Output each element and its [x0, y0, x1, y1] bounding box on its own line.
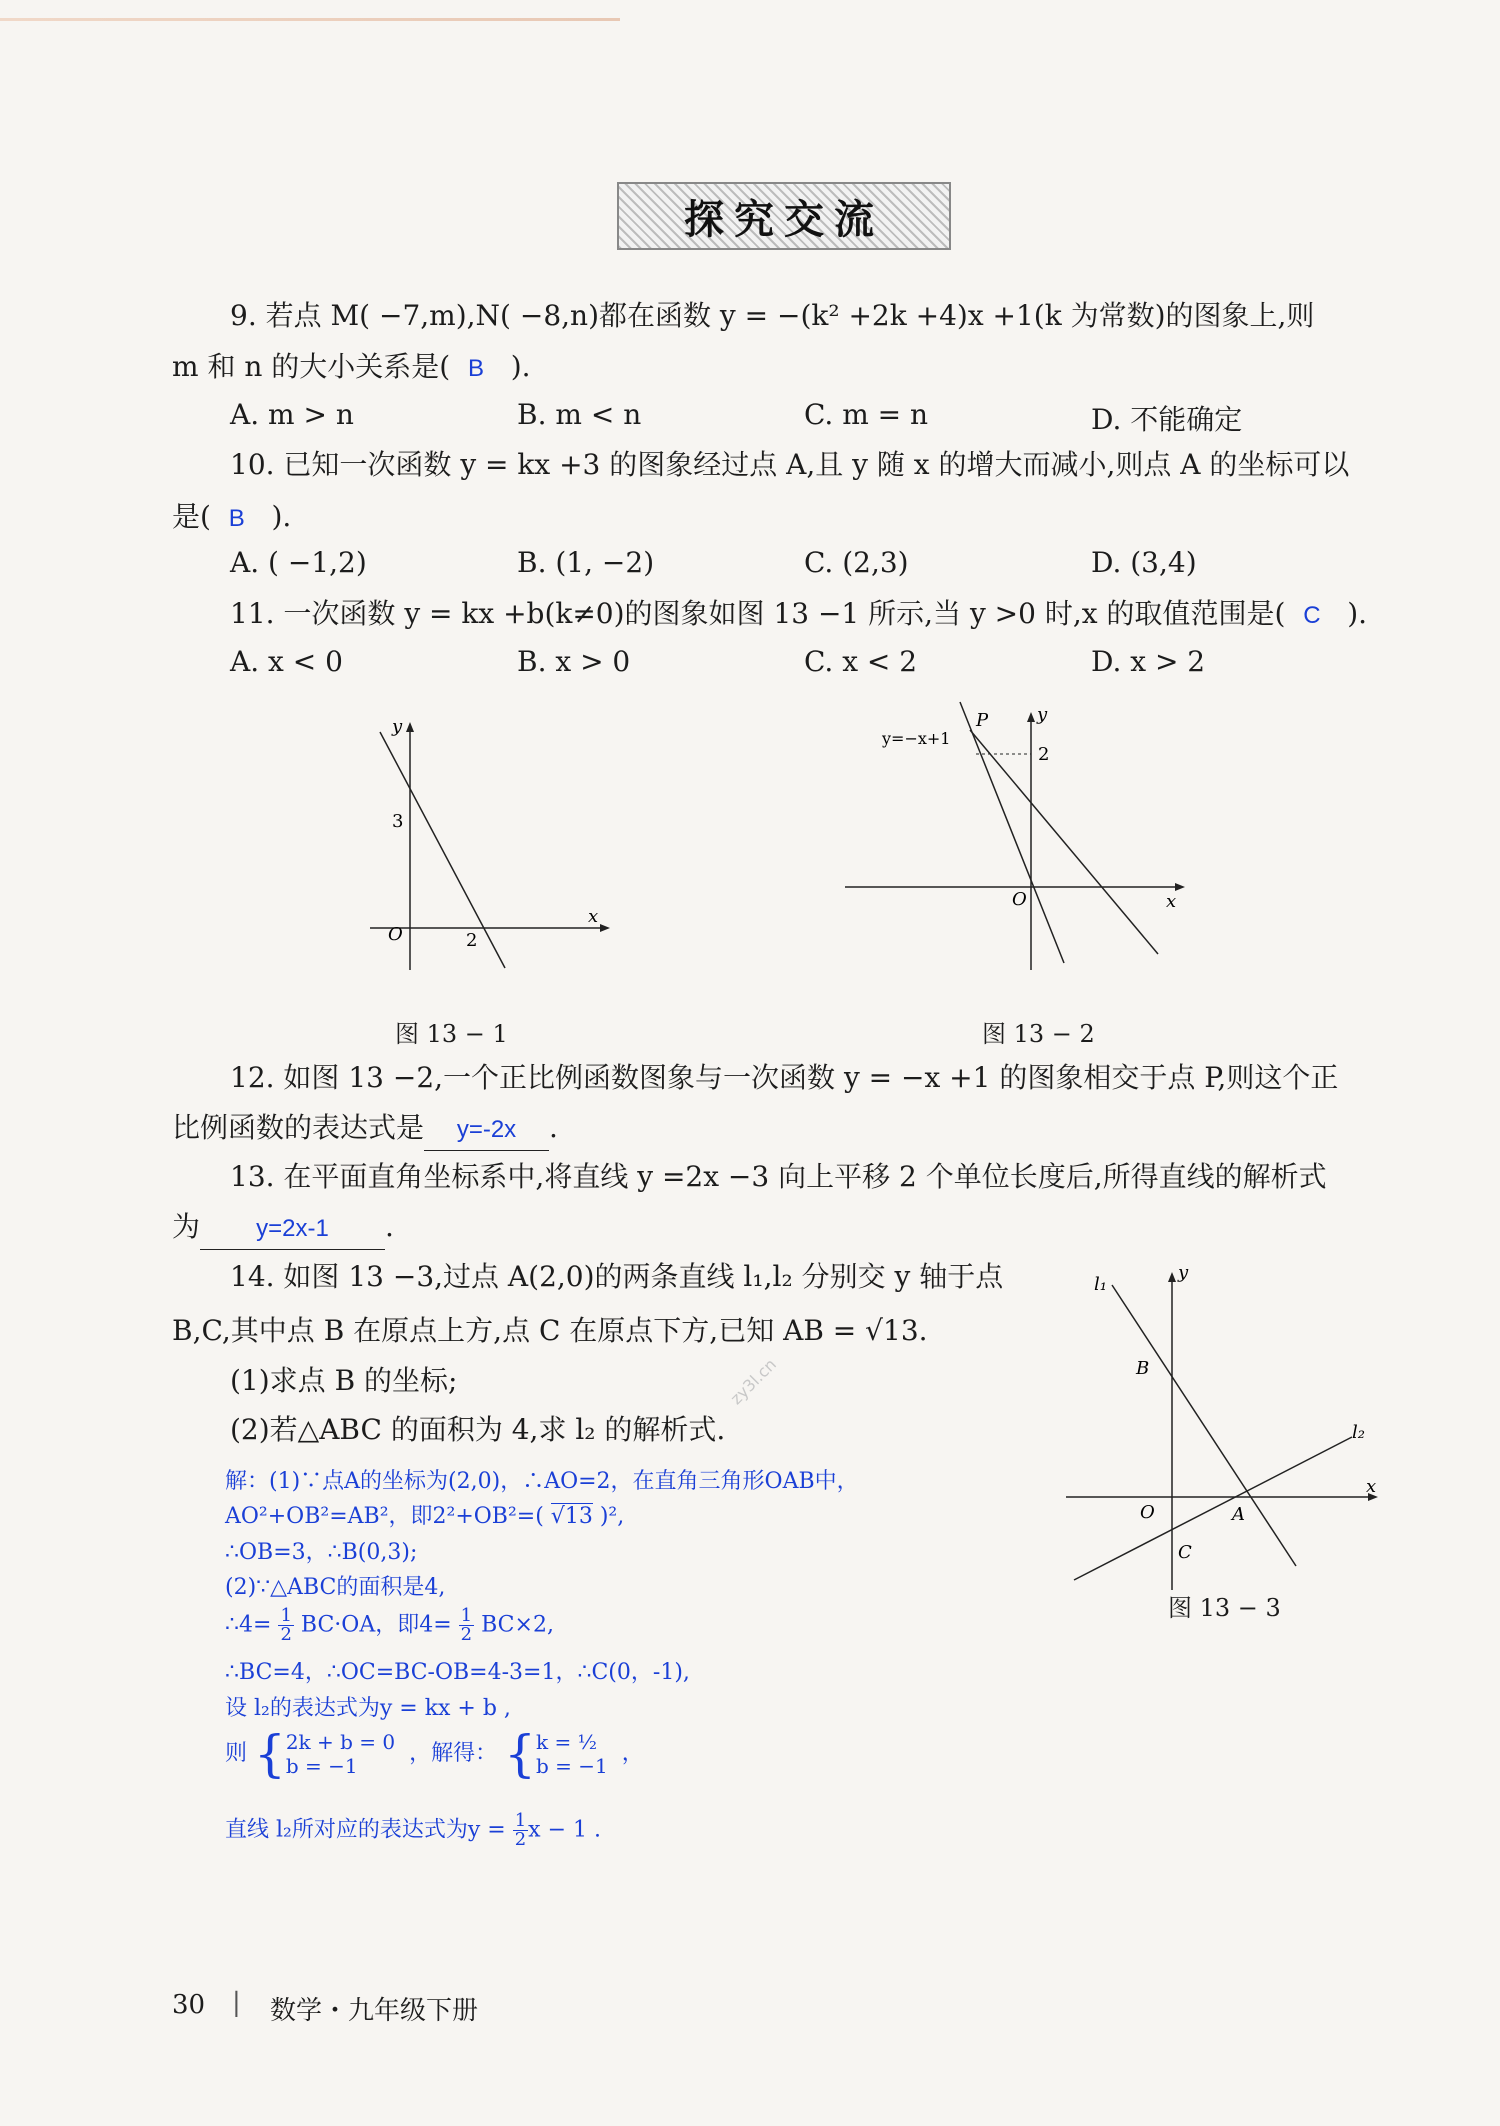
- q11-option-b: B. x > 0: [517, 645, 631, 678]
- q11-option-c: C. x < 2: [804, 645, 918, 678]
- top-decoration-line: [0, 18, 620, 21]
- q10-option-b: B. (1, −2): [517, 546, 655, 579]
- q13-answer: y=2x-1: [200, 1209, 385, 1250]
- q14-part1: (1)求点 B 的坐标;: [230, 1364, 458, 1397]
- sqrt-13: √13: [550, 1504, 593, 1529]
- figure-13-1: [360, 710, 620, 980]
- equation-system: 2k + b = 0 b = −1: [285, 1730, 396, 1778]
- fig3-point-c: C: [1178, 1542, 1192, 1563]
- fig3-point-b: B: [1136, 1358, 1150, 1379]
- fig3-origin: O: [1140, 1502, 1155, 1523]
- q14-part2: (2)若△ABC 的面积为 4,求 l₂ 的解析式.: [230, 1413, 726, 1446]
- fraction-half: $\frac{1}{2}$: [280, 1605, 292, 1645]
- fig3-point-a: A: [1232, 1504, 1245, 1525]
- fig1-x-arrow: [600, 924, 610, 932]
- fig3-label-l1: l₁: [1094, 1274, 1107, 1295]
- q11-line1: 11. 一次函数 y = kx +b(k≠0)的图象如图 13 −1 所示,当 y >0 时,x 的取值范围是( C ).: [230, 597, 1368, 630]
- watermark: zy3l.cn: [726, 1354, 780, 1409]
- q9-line2: m 和 n 的大小关系是( B ).: [172, 350, 531, 383]
- q12-line2: 比例函数的表达式是 y=-2x .: [172, 1108, 558, 1151]
- q9-option-c: C. m = n: [804, 398, 929, 431]
- solution-line-2: AO²+OB²=AB²，即2²+OB²=( √13 )²,: [225, 1504, 625, 1529]
- fig2-tick-2: 2: [1038, 744, 1050, 765]
- figure-13-3: [1060, 1250, 1390, 1605]
- solution-line-6: ∴BC=4，∴OC=BC-OB=4-3=1，∴C(0，-1),: [225, 1660, 690, 1685]
- book-title: 数学・九年级下册: [270, 1996, 479, 2026]
- fig2-proportional-line: [960, 702, 1064, 963]
- q11-option-d: D. x > 2: [1091, 645, 1206, 678]
- footer-separator: |: [232, 1988, 241, 2018]
- page-number: 30: [172, 1990, 206, 2020]
- fig2-y-arrow: [1027, 712, 1035, 722]
- q9-option-d: D. 不能确定: [1091, 403, 1243, 436]
- q14-line1: 14. 如图 13 −3,过点 A(2,0)的两条直线 l₁,l₂ 分别交 y 轴于点: [230, 1260, 1004, 1293]
- figure-13-3-caption: 图 13 − 3: [1168, 1594, 1281, 1622]
- fig3-line-l1: [1112, 1285, 1296, 1566]
- q14-line2: B,C,其中点 B 在原点上方,点 C 在原点下方,已知 AB = √13.: [172, 1314, 928, 1347]
- q11-option-a: A. x < 0: [230, 645, 343, 678]
- fig3-y-arrow: [1168, 1272, 1176, 1282]
- solution-line-4: (2)∵△ABC的面积是4,: [225, 1575, 446, 1600]
- fig1-origin: O: [388, 924, 403, 945]
- fraction-half: $\frac{1}{2}$: [460, 1605, 473, 1645]
- figure-13-2: [840, 690, 1200, 980]
- solution-line-9: 直线 l₂所对应的表达式为y = $\frac{1}{2}$ x − 1 .: [225, 1810, 601, 1850]
- fraction-half: $\frac{1}{2}$: [514, 1810, 527, 1850]
- q10-option-a: A. ( −1,2): [230, 546, 367, 579]
- solution-line-7: 设 l₂的表达式为y = kx + b ,: [225, 1696, 511, 1721]
- q13-line2: 为 y=2x-1 .: [172, 1207, 394, 1250]
- q10-answer: B: [228, 505, 245, 532]
- solution-line-5: ∴4= $\frac{1}{2}$ BC·OA，即4= $\frac{1}{2}$ BC×2,: [225, 1605, 554, 1645]
- q10-option-d: D. (3,4): [1091, 546, 1197, 579]
- fig2-linear-line: [970, 730, 1158, 954]
- section-banner: [617, 182, 951, 250]
- fig1-y-arrow: [406, 722, 414, 732]
- fig1-x-label: x: [588, 906, 599, 927]
- q12-line1: 12. 如图 13 −2,一个正比例函数图象与一次函数 y = −x +1 的图象相交于点 P,则这个正: [230, 1061, 1339, 1094]
- fig1-y-label: y: [392, 716, 403, 737]
- q10-line1: 10. 已知一次函数 y = kx +3 的图象经过点 A,且 y 随 x 的增大而减小,则点 A 的坐标可以: [230, 448, 1350, 481]
- q9-option-b: B. m < n: [517, 398, 642, 431]
- q10-option-c: C. (2,3): [804, 546, 909, 579]
- solution-line-1: 解：(1)∵点A的坐标为(2,0)，∴AO=2，在直角三角形OAB中，: [225, 1469, 859, 1494]
- equation-solution: k = ½ b = −1: [535, 1730, 608, 1778]
- fig2-point-p: P: [976, 710, 989, 731]
- q10-line2: 是( B ).: [172, 500, 292, 533]
- fig2-origin: O: [1012, 889, 1027, 910]
- section-title: 探究交流: [684, 196, 884, 243]
- fig1-x-intercept: 2: [466, 930, 478, 951]
- fig2-x-arrow: [1175, 883, 1185, 891]
- fig3-y-label: y: [1178, 1262, 1189, 1283]
- fig3-label-l2: l₂: [1352, 1422, 1365, 1443]
- fig2-x-label: x: [1166, 891, 1177, 912]
- figure-13-1-caption: 图 13 − 1: [395, 1020, 508, 1048]
- fig3-line-l2: [1074, 1437, 1352, 1580]
- q9-option-a: A. m > n: [230, 398, 354, 431]
- solution-line-8: 则 { 2k + b = 0 b = −1 ，解得： { k = ½ b = −1 ，: [225, 1725, 644, 1783]
- fig2-y-label: y: [1037, 704, 1048, 725]
- q13-line1: 13. 在平面直角坐标系中,将直线 y =2x −3 向上平移 2 个单位长度后,所得直线的解析式: [230, 1160, 1327, 1193]
- q11-answer: C: [1303, 602, 1321, 629]
- fig1-y-intercept: 3: [392, 811, 404, 832]
- q9-line1: 9. 若点 M( −7,m),N( −8,n)都在函数 y = −(k² +2k +4)x +1(k 为常数)的图象上,则: [230, 299, 1315, 332]
- fig3-x-label: x: [1366, 1476, 1377, 1497]
- q12-answer: y=-2x: [424, 1110, 549, 1151]
- figure-13-2-caption: 图 13 − 2: [982, 1020, 1095, 1048]
- q9-answer: B: [468, 355, 485, 382]
- solution-line-3: ∴OB=3，∴B(0,3);: [225, 1540, 418, 1565]
- fig2-line-label: y=−x+1: [882, 729, 951, 748]
